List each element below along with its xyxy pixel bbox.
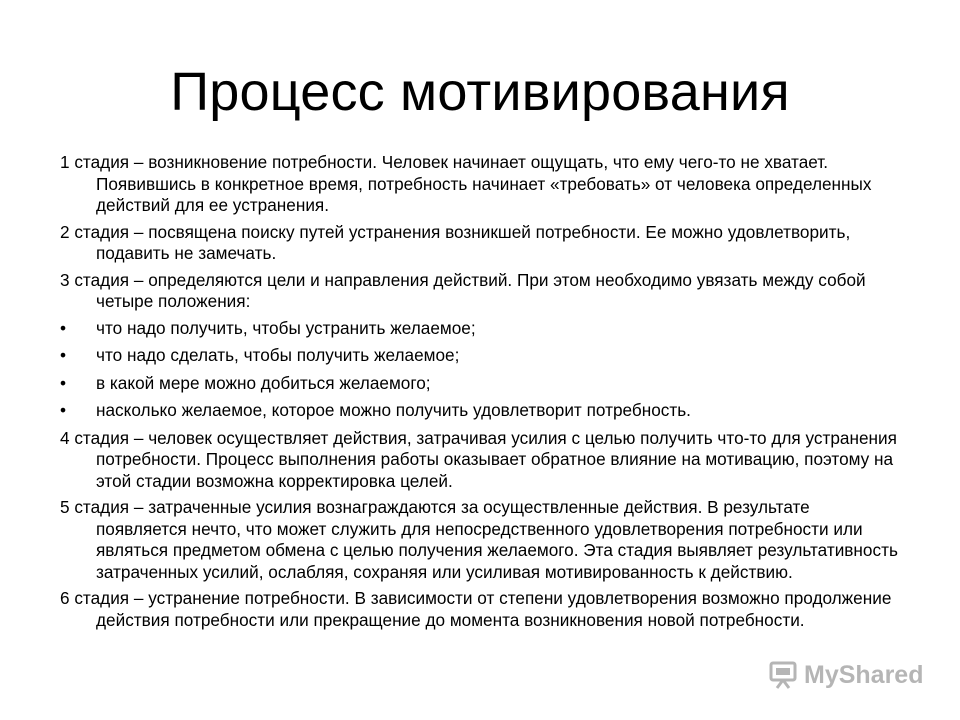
bullet-text: в какой мере можно добиться желаемого;	[96, 372, 431, 393]
bullet-text: что надо получить, чтобы устранить желаемое;	[96, 317, 476, 338]
presentation-board-icon	[768, 660, 798, 690]
bullet-item	[60, 373, 900, 395]
stage-3-paragraph: 3 стадия – определяются цели и направления действий. При этом необходимо увязать между собой четыре положения:	[60, 269, 866, 311]
bullet-text: что надо сделать, чтобы получить желаемое;	[96, 345, 460, 365]
bullet-marker: •	[60, 345, 67, 365]
bullet-text: насколько желаемое, которое можно получить удовлетворит потребность.	[96, 400, 691, 420]
stage-2-paragraph: 2 стадия – посвящена поиску путей устранения возникшей потребности. Ее можно удовлетворить, подавить не замечать.	[60, 221, 851, 263]
bullet-item	[60, 345, 900, 367]
stage-6-paragraph: 6 стадия – устранение потребности. В зависимости от степени удовлетворения возможно продолжение действия потребности или прекращение до момента возникновения новой потребности.	[60, 588, 892, 630]
bullet-marker: •	[60, 372, 67, 393]
watermark-logo	[768, 657, 938, 693]
bullet-item	[60, 400, 900, 422]
slide-body	[60, 152, 900, 636]
slide-title: Процесс мотивирования	[170, 62, 790, 122]
stage-1-paragraph: 1 стадия – возникновение потребности. Человек начинает ощущать, что ему чего-то не хватает. Появившись в конкретное время, потребность начинает «требовать» от человека определенных действий для ее устранения.	[60, 152, 872, 215]
stage-5-paragraph: 5 стадия – затраченные усилия вознаграждаются за осуществленные действия. В результате появляется нечто, что может служить для непосредственного удовлетворения потребности или являться предметом обмена с целью получения желаемого. Эта стадия выявляет результативность затраченных усилий, ослабляя, сохраняя или усиливая мотивированность к действию.	[60, 497, 898, 582]
stage-4-paragraph: 4 стадия – человек осуществляет действия, затрачивая усилия с целью получить что-то для устранения потребности. Процесс выполнения работы оказывает обратное влияние на мотивацию, поэтому на этой стадии возможна корректировка целей.	[60, 427, 897, 491]
bullet-marker: •	[60, 317, 67, 338]
bullet-item	[60, 318, 900, 340]
watermark-text: MyShared	[804, 660, 924, 689]
bullet-marker: •	[60, 400, 67, 420]
